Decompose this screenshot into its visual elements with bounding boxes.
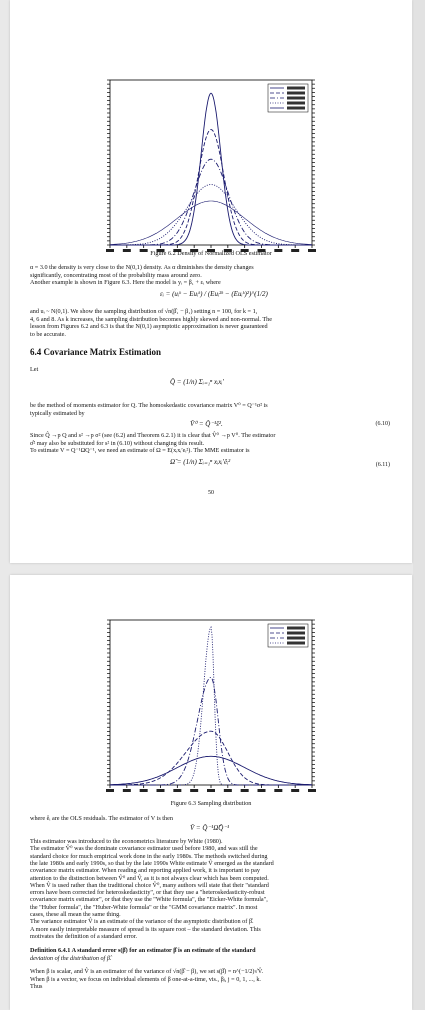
legend-label xyxy=(287,92,305,95)
equation-model: εᵢ = (uᵢᵏ − Euᵢᵏ) / (Euᵢ²ᵏ − (Euᵢᵏ)²)^(1/2) xyxy=(160,290,268,298)
series-line xyxy=(110,130,312,246)
x-tick-label xyxy=(224,789,232,792)
paragraph-line: cases, these all mean the same thing. xyxy=(30,911,121,918)
x-tick-label xyxy=(207,789,215,792)
paragraph-line: to be accurate. xyxy=(30,330,66,338)
paragraph-line: When V̂ is used rather than the traditional choice V̂⁰, many authors will state that their "standard xyxy=(30,881,269,889)
series-line xyxy=(110,185,312,246)
legend-label xyxy=(287,102,305,105)
equation-number: (6.10) xyxy=(375,421,390,427)
paragraph-line: A more easily interpretable measure of spread is its square root – the standard deviation. This xyxy=(30,925,261,933)
document-page-51 xyxy=(10,575,412,1010)
series-line xyxy=(110,731,312,785)
paragraph-line: This estimator was introduced to the econometrics literature by White (1980). xyxy=(30,838,223,845)
x-tick-label xyxy=(258,789,266,792)
definition-line: deviation of the distribution of β̂. xyxy=(30,954,112,962)
series-line xyxy=(110,159,312,245)
legend-label xyxy=(287,627,305,630)
paragraph-line: The estimator V̂⁰ was the dominate covariance estimator used before 1980, and was still the xyxy=(30,845,258,853)
paragraph-line: When β is a vector, we focus on individual elements of β one-at-a-time, vis., βⱼ, j = 0, 1, ..., k. xyxy=(30,975,261,983)
paragraph-line: the "Huber formula", the "Huber-White formula" or the "GMM covariance matrix". In most xyxy=(30,903,258,911)
paragraph-line: attention to the distinction between V̂⁰ and V̂, as it is not always clear which has been computed. xyxy=(30,874,269,882)
legend-label xyxy=(287,637,305,640)
x-tick-label xyxy=(241,789,249,792)
equation-omega-hat: Ω̂ = (1/n) Σᵢ₌₁ⁿ xᵢxᵢ′êᵢ² xyxy=(170,458,231,466)
paragraph-line: 4, 6 and 8. As k increases, the sampling distribution becomes highly skewed and non-normal. The xyxy=(30,315,273,323)
legend-label xyxy=(287,97,305,100)
page-number: 50 xyxy=(208,490,214,496)
paragraph-line: Since Q̂ →p Q and s² →p σ² (see (6.2) and Theorem 6.2.1) it is clear that V̂⁰ →p V⁰. The estimator xyxy=(30,432,276,439)
equation-q-hat: Q̂ = (1/n) Σᵢ₌₁ⁿ xᵢxᵢ′ xyxy=(170,378,224,386)
series-line xyxy=(110,201,312,245)
paragraph-line: be the method of moments estimator for Q. The homoskedastic covariance matrix V⁰ = Q⁻¹σ² is xyxy=(30,402,268,409)
paragraph-line: covariance matrix estimator. When reading and reporting applied work, it is important to pay xyxy=(30,867,260,875)
figure-caption: Figure 6.3 Sampling distribution xyxy=(170,800,252,807)
definition-line: Definition 6.4.1 A standard error s(β̂) for an estimator β̂ is an estimate of the standard xyxy=(30,947,256,954)
legend-label xyxy=(287,87,305,90)
x-tick-label xyxy=(123,789,131,792)
x-tick-label xyxy=(140,789,148,792)
paragraph-line: To estimate V = Q⁻¹ΩQ⁻¹, we need an estimate of Ω = E(xᵢxᵢ′eᵢ²). The MME estimator is xyxy=(30,447,250,454)
figure-6-3-chart xyxy=(10,610,412,795)
paragraph-line: When β is scalar, and V̂ is an estimator of the variance of √n(β̂ − β), we set s(β̂) = n^(−1/2)√V̂. xyxy=(30,968,264,975)
legend-label xyxy=(287,107,305,110)
x-tick-label xyxy=(106,789,114,792)
paragraph-line: errors have been corrected for heteroskedasticity", or that they use a "heteroskedasticity-robust xyxy=(30,889,265,897)
paragraph-line: significantly, concentrating most of the probability mass around zero. xyxy=(30,271,202,279)
figure-6-2-chart xyxy=(10,70,412,255)
figure-caption: Figure 6.2 Density of Normalized OLS estimator xyxy=(150,250,272,257)
paragraph-line: σ̂² may also be substituted for s² in (6.10) without changing this result. xyxy=(30,439,205,447)
paragraph-line: where êᵢ are the OLS residuals. The estimator of V is then xyxy=(30,815,173,822)
x-tick-label xyxy=(274,789,282,792)
viewer-scrollbar-track[interactable] xyxy=(413,0,425,1010)
series-line xyxy=(110,756,312,784)
paragraph-line: and uᵢ ~ N(0,1). We show the sampling distribution of √n(β̂₁ − β₁) setting n = 100, for k = 1, xyxy=(30,308,258,315)
x-tick-label xyxy=(291,789,299,792)
paragraph-line: Let xyxy=(30,366,39,373)
paragraph-line: Another example is shown in Figure 6.3. Here the model is yᵢ = β₁ + εᵢ where xyxy=(30,279,221,286)
equation-number: (6.11) xyxy=(375,462,390,468)
paragraph-line: motivates the definition of a standard error. xyxy=(30,932,138,940)
x-tick-label xyxy=(190,789,198,792)
x-tick-label xyxy=(157,789,165,792)
paragraph-line: covariance matrix estimator", or that they use the "White formula", the "Eicker-White formula", xyxy=(30,896,268,904)
equation-v0: V̂⁰ = Q̂⁻¹ŝ². xyxy=(190,420,223,428)
document-page-50 xyxy=(10,0,412,563)
section-heading: 6.4 Covariance Matrix Estimation xyxy=(30,347,161,357)
legend-label xyxy=(287,642,305,645)
legend-label xyxy=(287,632,305,635)
paragraph-line: standard choice for much empirical work done in the early 1980s. The methods switched during xyxy=(30,852,268,860)
paragraph-line: the late 1980s and early 1990s, so that by the late 1990s White estimate V̂ emerged as the standard xyxy=(30,859,274,867)
paragraph-line: Thus xyxy=(30,983,43,990)
paragraph-line: lesson from Figures 6.2 and 6.3 is that the N(0,1) asymptotic approximation is never guaranteed xyxy=(30,323,268,330)
x-tick-label xyxy=(308,789,316,792)
x-tick-label xyxy=(173,789,181,792)
equation-v-hat: V̂ = Q̂⁻¹Ω̂Q̂⁻¹ xyxy=(190,824,230,832)
paragraph-line: typically estimated by xyxy=(30,409,85,417)
series-line xyxy=(110,627,312,785)
paragraph-line: α = 3.0 the density is very close to the N(0,1) density. As α diminishes the density changes xyxy=(30,264,254,271)
paragraph-line: The variance estimator V̂ is an estimate of the variance of the asymptotic distribution of β̂. xyxy=(30,918,254,926)
series-line xyxy=(110,93,312,245)
